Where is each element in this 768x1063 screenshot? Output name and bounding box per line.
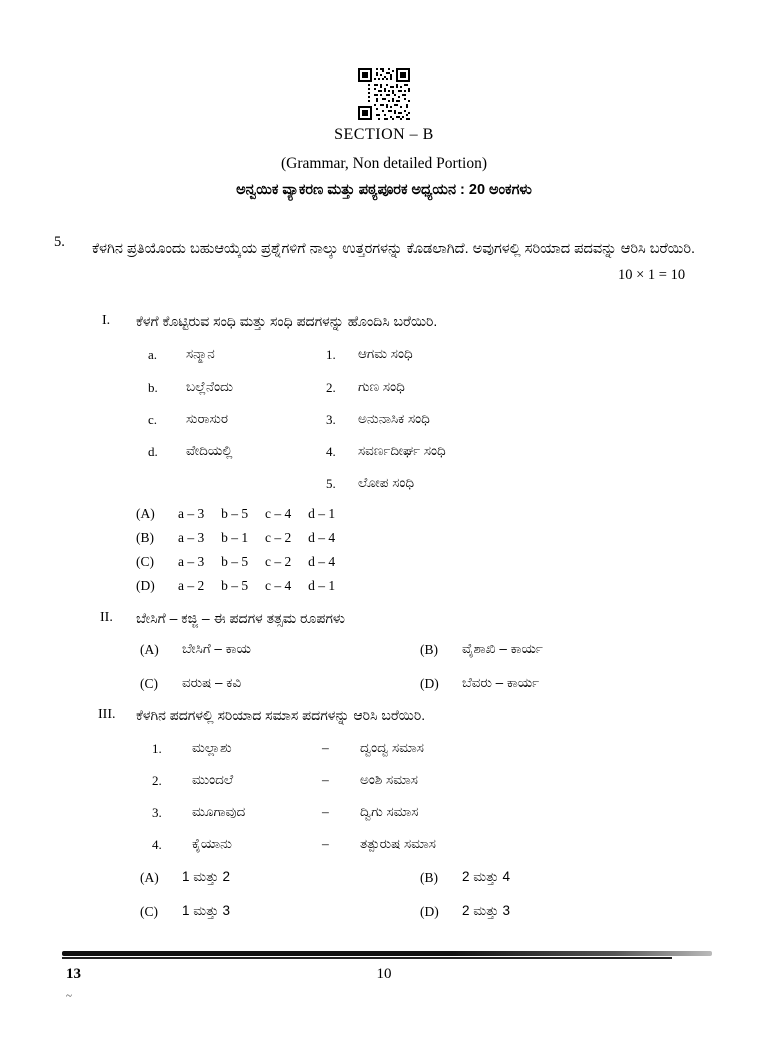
option-tag[interactable]: (D): [420, 676, 439, 691]
option-body[interactable]: ಬೇಸಿಗೆ – ಕಾಯ: [182, 641, 251, 656]
option-tag[interactable]: (B): [420, 642, 438, 657]
option-body[interactable]: 2 ಮತ್ತು 3: [462, 903, 510, 918]
option-body[interactable]: ಬೆವರು – ಕಾರ್ಯ: [462, 675, 540, 690]
part-roman-2: II.: [100, 610, 113, 625]
pair-right: ದ್ವಂದ್ವ ಸಮಾಸ: [360, 740, 424, 755]
option-body[interactable]: ವರುಷ – ಕವಿ: [182, 675, 242, 690]
part-roman-1: I.: [102, 313, 111, 328]
option-tag[interactable]: (C): [140, 676, 158, 691]
option-tag[interactable]: (A): [140, 642, 159, 657]
option-body[interactable]: 1 ಮತ್ತು 3: [182, 903, 230, 918]
option-tag[interactable]: (A): [136, 506, 155, 521]
pair-dash: –: [322, 836, 329, 851]
qr-code-icon: [356, 66, 412, 122]
match-right-label: 2.: [326, 380, 336, 395]
match-left-word: ಸನ್ಮಾನ: [186, 346, 215, 361]
option-tag[interactable]: (D): [420, 904, 439, 919]
pair-left: ಕೈಯಾನು: [192, 836, 232, 851]
match-right-label: 1.: [326, 347, 336, 362]
match-left-label: d.: [148, 444, 158, 459]
option-body[interactable]: 2 ಮತ್ತು 4: [462, 869, 510, 884]
option-tag[interactable]: (B): [420, 870, 438, 885]
section-kannada-heading: ಅನ್ವಯಿಕ ವ್ಯಾಕರಣ ಮತ್ತು ಪಠ್ಯಪೂರಕ ಅಧ್ಯಯನ : 20 ಅಂಕಗಳು: [236, 182, 532, 198]
match-right-word: ಸವರ್ಣದೀರ್ಘ ಸಂಧಿ: [358, 443, 446, 458]
pair-dash: –: [322, 804, 329, 819]
match-left-label: a.: [148, 347, 158, 362]
option-body[interactable]: a – 3 b – 5 c – 2 d – 4: [178, 554, 336, 569]
match-left-word: ವೇದಿಯಲ್ಲಿ: [186, 443, 233, 458]
match-right-label: 4.: [326, 444, 336, 459]
match-right-word: ಲೋಪ ಸಂಧಿ: [358, 475, 415, 490]
match-left-word: ಬಲ್ಲೆನೆಂದು: [186, 379, 234, 394]
section-title: SECTION – B: [334, 126, 434, 143]
match-left-label: b.: [148, 380, 158, 395]
part-stem-3: ಕೆಳಗಿನ ಪದಗಳಲ್ಲಿ ಸರಿಯಾದ ಸಮಾಸ ಪದಗಳನ್ನು ಆರಿಸಿ ಬರೆಯಿರಿ.: [136, 707, 426, 723]
pair-left: ಮಲ್ಲಾಶು: [192, 740, 232, 755]
part-stem-2: ಬೇಸಿಗೆ – ಕಜ್ಜಿ – ಈ ಪದಗಳ ತತ್ಸಮ ರೂಪಗಳು: [136, 610, 345, 626]
match-right-word: ಗುಣ ಸಂಧಿ: [358, 379, 405, 394]
footer-rule-thin: [62, 957, 672, 959]
match-left-word: ಸುರಾಸುರ: [186, 411, 228, 426]
footer-page-number: 10: [376, 966, 392, 982]
pair-label: 1.: [152, 741, 162, 756]
question-marks: 10 × 1 = 10: [618, 267, 686, 283]
pair-label: 2.: [152, 773, 162, 788]
question-number: 5.: [54, 234, 65, 250]
pair-left: ಮುಂದಲೆ: [192, 772, 234, 787]
option-body[interactable]: a – 3 b – 5 c – 4 d – 1: [178, 506, 336, 521]
footer-tilde: ~: [66, 990, 72, 1002]
match-right-word: ಆಗಮ ಸಂಧಿ: [358, 346, 413, 361]
option-body[interactable]: a – 3 b – 1 c – 2 d – 4: [178, 530, 336, 545]
match-right-label: 5.: [326, 476, 336, 491]
pair-dash: –: [322, 740, 329, 755]
pair-dash: –: [322, 772, 329, 787]
option-tag[interactable]: (C): [140, 904, 158, 919]
match-right-word: ಅನುನಾಸಿಕ ಸಂಧಿ: [358, 411, 430, 426]
option-body[interactable]: ವೈಶಾಖಿ – ಕಾರ್ಯ: [462, 641, 543, 656]
part-roman-3: III.: [98, 707, 116, 722]
section-subtitle: (Grammar, Non detailed Portion): [281, 155, 487, 172]
footer-left-number: 13: [66, 966, 81, 982]
option-tag[interactable]: (A): [140, 870, 159, 885]
question-text: ಕೆಳಗಿನ ಪ್ರತಿಯೊಂದು ಬಹುಆಯ್ಕೆಯ ಪ್ರಶ್ನೆಗಳಿಗೆ ನಾಲ್ಕು ಉತ್ತರಗಳನ್ನು ಕೊಡಲಾಗಿದೆ. ಅವುಗಳಲ್ಲಿ ಸರಿಯಾದ ಪದವನ್ನು ಆರಿಸಿ ಬರೆಯಿರಿ.: [92, 241, 696, 257]
option-body[interactable]: 1 ಮತ್ತು 2: [182, 869, 230, 884]
pair-right: ತತ್ಪುರುಷ ಸಮಾಸ: [360, 836, 436, 851]
match-right-label: 3.: [326, 412, 336, 427]
option-tag[interactable]: (C): [136, 554, 154, 569]
option-body[interactable]: a – 2 b – 5 c – 4 d – 1: [178, 578, 336, 593]
pair-label: 3.: [152, 805, 162, 820]
footer-rule: [62, 951, 712, 956]
pair-label: 4.: [152, 837, 162, 852]
option-tag[interactable]: (D): [136, 578, 155, 593]
pair-right: ದ್ವಿಗು ಸಮಾಸ: [360, 804, 419, 819]
pair-left: ಮೂಗಾವುದ: [192, 804, 246, 819]
match-left-label: c.: [148, 412, 158, 427]
option-tag[interactable]: (B): [136, 530, 154, 545]
pair-right: ಅಂಶಿ ಸಮಾಸ: [360, 772, 418, 787]
part-stem-1: ಕೆಳಗೆ ಕೊಟ್ಟಿರುವ ಸಂಧಿ ಮತ್ತು ಸಂಧಿ ಪದಗಳನ್ನು ಹೊಂದಿಸಿ ಬರೆಯಿರಿ.: [136, 313, 438, 329]
